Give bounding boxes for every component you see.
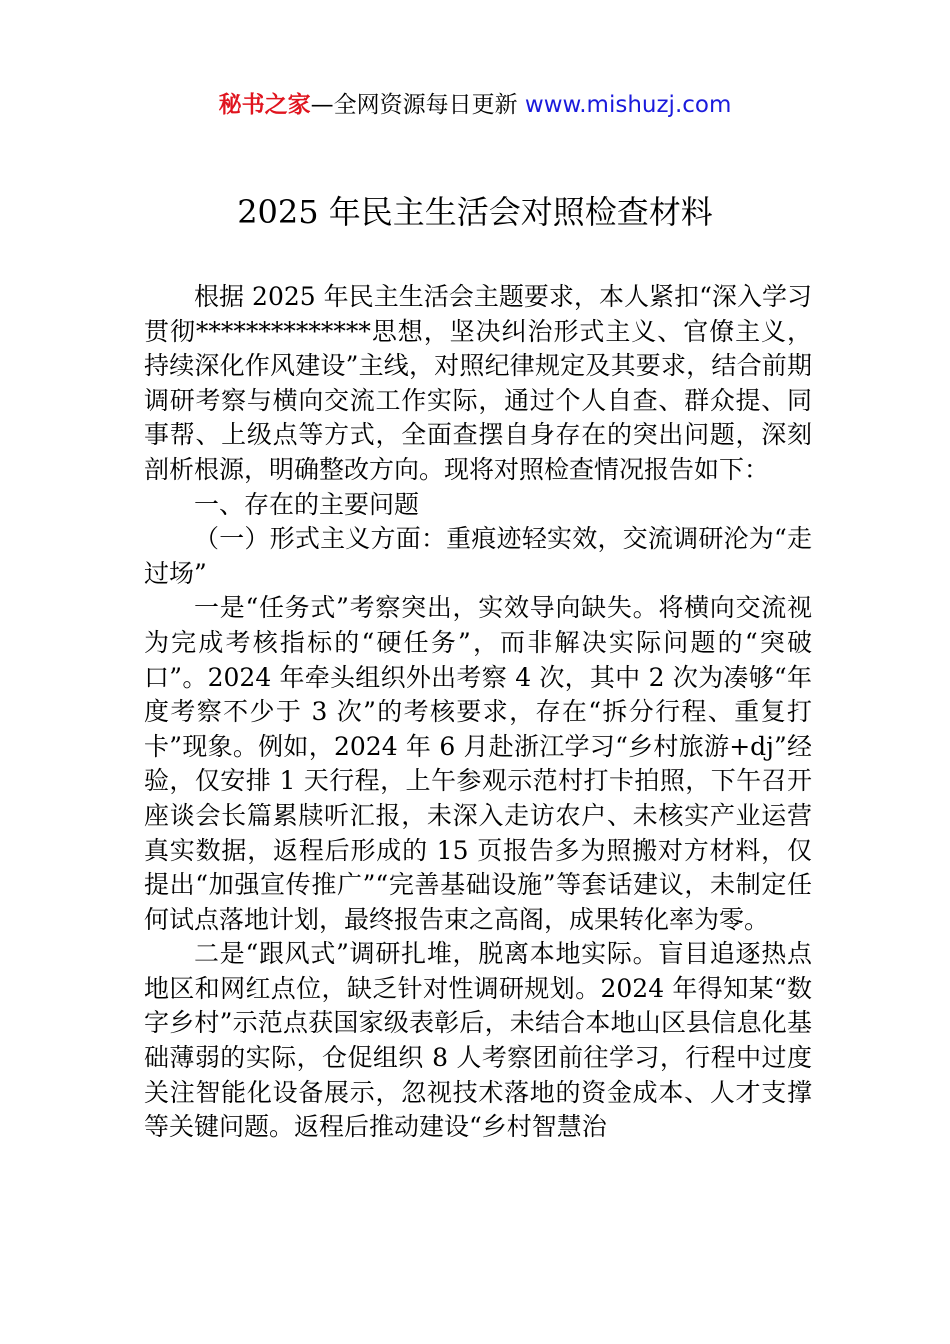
site-slogan: —全网资源每日更新 (310, 92, 525, 118)
document-title: 2025 年民主生活会对照检查材料 (237, 193, 713, 231)
document-body (144, 280, 812, 1145)
site-brand: 秘书之家 (218, 92, 311, 118)
body-paragraph: 二是“跟风式”调研扎堆，脱离本地实际。盲目追逐热点地区和网红点位，缺乏针对性调研规划。2024 年得知某“数字乡村”示范点获国家级表彰后，未结合本地山区县信息化基础薄弱的实际，仓促组织 8 人考察团前往学习，行程中过度关注智能化设备展示，忽视技术落地的资金成本、人才支撑等关键问题。返程后推动建设“乡村智慧治 (144, 939, 812, 1142)
site-header (0, 88, 950, 122)
body-paragraph: 一是“任务式”考察突出，实效导向缺失。将横向交流视为完成考核指标的“硬任务”，而非解决实际问题的“突破口”。2024 年牵头组织外出考察 4 次，其中 2 次为凑够“年度考察不少于 3 次”的考核要求，存在“拆分行程、重复打卡”现象。例如，2024 年 6 月赴浙江学习“乡村旅游+dj”经验，仅安排 1 天行程，上午参观示范村打卡拍照，下午召开座谈会长篇累牍听汇报，未深入走访农户、未核实产业运营真实数据，返程后形成的 15 页报告多为照搬对方材料，仅提出“加强宣传推广”“完善基础设施”等套话建议，未制定任何试点落地计划，最终报告束之高阁，成果转化率为零。 (144, 593, 812, 934)
subsection-heading: （一）形式主义方面：重痕迹轻实效，交流调研沦为“走过场” (144, 524, 812, 588)
site-url-link[interactable]: www.mishuzj.com (524, 92, 732, 118)
section-heading: 一、存在的主要问题 (194, 489, 420, 519)
intro-paragraph: 根据 2025 年民主生活会主题要求，本人紧扣“深入学习贯彻**************思想，坚决纠治形式主义、官僚主义，持续深化作风建设”主线，对照纪律规定及其要求，结合前期调研考察与横向交流工作实际，通过个人自查、群众提、同事帮、上级点等方式，全面查摆自身存在的突出问题，深刻剖析根源，明确整改方向。现将对照检查情况报告如下： (144, 282, 812, 484)
